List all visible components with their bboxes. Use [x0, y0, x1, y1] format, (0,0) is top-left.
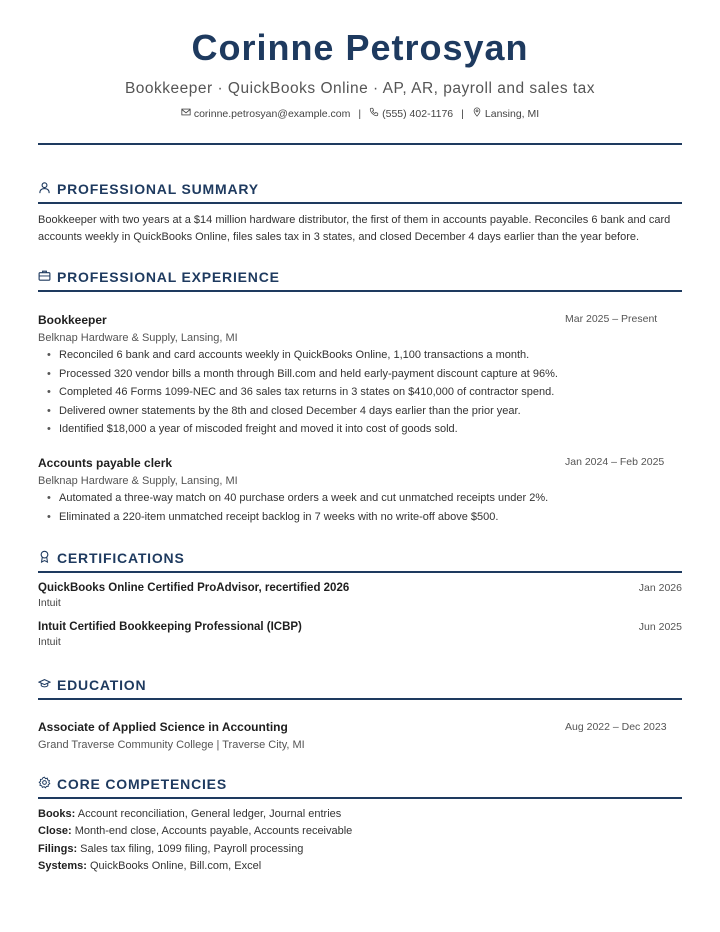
job-company: Belknap Hardware & Supply, Lansing, MI [38, 475, 238, 487]
competencies-section [38, 774, 682, 799]
bullet-item: • Identified $18,000 a year of miscoded freight and moved it into cost of goods sold. [38, 420, 682, 439]
bullet-item: • Eliminated a 220-item unmatched receipt backlog in 7 weeks with no write-off above $500. [38, 508, 682, 527]
competency-row [38, 841, 682, 858]
certification-name: QuickBooks Online Certified ProAdvisor, recertified 2026 [38, 582, 350, 594]
job-company: Belknap Hardware & Supply, Lansing, MI [38, 332, 238, 344]
job-dates: Mar 2025 – Present [565, 313, 658, 325]
competency-value: QuickBooks Online, Bill.com, Excel [89, 859, 262, 872]
contact-email[interactable] [181, 106, 351, 122]
bullet-item: • Reconciled 6 bank and card accounts weekly in QuickBooks Online, 1,100 transactions a month. [38, 346, 682, 365]
experience-title: PROFESSIONAL EXPERIENCE [57, 269, 280, 285]
competency-row [38, 858, 682, 875]
competencies-heading [38, 774, 682, 794]
job-entry [38, 313, 682, 439]
certification-entry [38, 621, 682, 648]
degree-name: Associate of Applied Science in Accounting [38, 720, 288, 734]
phone-icon [369, 106, 379, 122]
competency-row [38, 806, 682, 823]
job-title: Bookkeeper [38, 313, 107, 327]
award-ribbon-icon [38, 550, 51, 566]
competency-value: Month-end close, Accounts payable, Accounts receivable [74, 825, 353, 838]
certifications-section [38, 548, 682, 573]
competency-row [38, 823, 682, 840]
bullet-item: • Automated a three-way match on 40 purchase orders a week and cut unmatched receipts under 2%. [38, 489, 682, 508]
competency-label: Close: [38, 825, 72, 838]
briefcase-icon [38, 269, 51, 285]
summary-heading [38, 179, 682, 199]
summary-section [38, 179, 682, 246]
phone-text: (555) 402-1176 [382, 108, 454, 121]
section-rule [38, 571, 682, 573]
competency-label: Filings: [38, 842, 78, 855]
contact-line [38, 106, 682, 122]
contact-location [472, 106, 539, 122]
bullet-item: • Delivered owner statements by the 8th and closed December 4 days earlier than the prior year. [38, 402, 682, 421]
school-name: Grand Traverse Community College | Traverse City, MI [38, 739, 305, 751]
headline: Bookkeeper · QuickBooks Online · AP, AR, payroll and sales tax [124, 80, 596, 97]
job-entry [38, 456, 682, 526]
certifications-title: CERTIFICATIONS [57, 550, 185, 566]
gear-icon [38, 776, 51, 792]
contact-phone[interactable] [369, 106, 453, 122]
competency-value: Sales tax filing, 1099 filing, Payroll processing [80, 842, 304, 855]
experience-section [38, 267, 682, 292]
competency-value: Account reconciliation, General ledger, Journal entries [77, 808, 342, 820]
header-divider [38, 143, 682, 145]
competency-label: Systems: [38, 859, 87, 872]
section-rule [38, 202, 682, 204]
bullet-item: • Completed 46 Forms 1099-NEC and 36 sales tax returns in 3 states on $410,000 of contractor spend. [38, 383, 682, 402]
section-rule [38, 797, 682, 799]
contact-separator: | [358, 108, 362, 120]
summary-title: PROFESSIONAL SUMMARY [57, 181, 259, 197]
job-dates: Jan 2024 – Feb 2025 [565, 456, 665, 468]
candidate-name: Corinne Petrosyan [191, 27, 529, 68]
job-bullets [38, 346, 682, 439]
competencies-list [38, 806, 682, 875]
email-text: corinne.petrosyan@example.com [193, 108, 351, 121]
job-bullets [38, 489, 682, 526]
certification-entry [38, 582, 682, 609]
certification-issuer: Intuit [38, 636, 61, 648]
person-icon [38, 181, 51, 197]
section-rule [38, 290, 682, 292]
bullet-item: • Processed 320 vendor bills a month through Bill.com and held early-payment discount capture at 96%. [38, 365, 682, 384]
certifications-heading [38, 548, 682, 568]
certification-issuer: Intuit [38, 597, 61, 609]
education-heading [38, 675, 682, 695]
certification-name: Intuit Certified Bookkeeping Professional (ICBP) [38, 621, 302, 633]
mail-icon [181, 106, 191, 122]
graduation-cap-icon [38, 677, 51, 693]
job-title: Accounts payable clerk [38, 456, 173, 470]
certification-date: Jan 2026 [638, 582, 682, 594]
contact-separator: | [461, 108, 464, 120]
experience-heading [38, 267, 682, 287]
section-rule [38, 698, 682, 700]
summary-text: Bookkeeper with two years at a $14 million hardware distributor, the first of them in accounts payable. Reconciles 6 bank and card accounts weekly in QuickBooks Online, files sales tax in 3 states, and closed December 4 days earlier than the year before. [38, 214, 671, 243]
education-dates: Aug 2022 – Dec 2023 [565, 721, 667, 733]
location-text: Lansing, MI [484, 108, 540, 121]
competency-label: Books: [38, 808, 76, 820]
certification-date: Jun 2025 [638, 621, 682, 633]
education-entry [38, 720, 682, 751]
education-title: EDUCATION [57, 677, 147, 693]
education-section [38, 675, 682, 700]
location-pin-icon [472, 106, 482, 122]
competencies-title: CORE COMPETENCIES [57, 776, 227, 792]
